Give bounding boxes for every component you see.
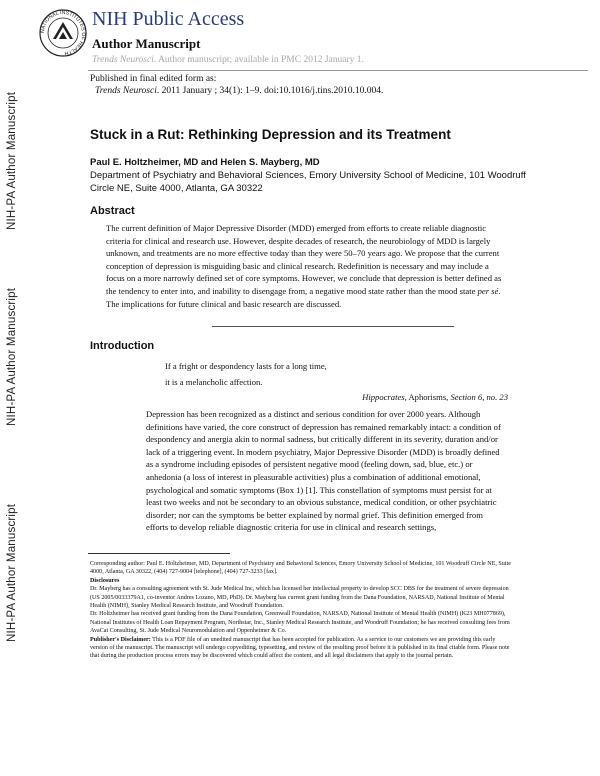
epigraph-line: it is a melancholic affection. <box>165 377 263 387</box>
abstract-heading: Abstract <box>90 205 135 217</box>
abstract-text: The current definition of Major Depressive Disorder (MDD) emerged from efforts to create reliable diagnostic criteria for clinical and research use. However, despite decades of research, the neurobiology of MDD is largely unknown, and treatments are no more effective today than they were 50–70 years ago. We propose that the current conception of depression is misguiding basic and clinical research. Redefinition is necessary and may include a focus on a more narrowly defined set of core symptoms. However, we conclude that depression is better defined as the tendency to enter into, and inability to disengage from, a negative mood state rather than the mood state per sé. The implications for future clinical and basic research are discussed. <box>106 223 502 309</box>
author-manuscript-label: Author Manuscript <box>92 36 201 51</box>
disclosure-mayberg: Dr. Mayberg has a consulting agreement with St. Jude Medical Inc, which has licensed her intellectual property to develop SCC DBS for the treatment of severe depression (US 2005/0033379A1, co-inventor Andres Lozano, MD, PhD). Dr. Mayberg has current grant funding from the Dana Foundation, NARSAD, National Institute of Mental Health (NIMH), Stanley Medical Research Institute, and Woodruff Foundation. <box>90 586 509 610</box>
citation: Trends Neurosci. 2011 January ; 34(1): 1–9. doi:10.1016/j.tins.2010.10.004. <box>95 86 384 96</box>
introduction-heading: Introduction <box>90 340 155 352</box>
epigraph-attribution: Hippocrates, Aphorisms, Section 6, no. 23 <box>362 392 508 402</box>
header-divider <box>88 70 588 71</box>
nih-logo <box>38 8 88 58</box>
abstract-divider <box>212 326 454 327</box>
nih-seal-icon <box>38 8 88 58</box>
introduction-body: Depression has been recognized as a distinct and serious condition for over 2000 years. Although definitions have varied, the core construct of depression has remained remarkably intact: a condition of despondency and anergia akin to normal sadness, but critically different in its severity, duration and/or lack of a triggering event. In modern psychiatry, Major Depressive Disorder (MDD) is broadly defined as a syndrome including episodes of persistent negative mood (feeling down, sad, blue, etc.) or anhedonia (a loss of interest in pleasurable activities) plus a combination of additional emotional, psychological and somatic symptoms (Box 1) [1]. This constellation of symptoms must persist for at least two weeks and not be secondary to an obvious substance, medical condition, or other psychiatric disorder; nor can the symptoms be better explained by normal grief. This definition emerged from efforts to develop reliable diagnostic criteria for use in clinical and research settings, <box>146 409 501 533</box>
side-watermark: NIH-PA Author Manuscript <box>6 503 18 643</box>
disclosures-heading: Disclosures <box>90 577 120 584</box>
side-watermark: NIH-PA Author Manuscript <box>6 287 18 427</box>
article-title: Stuck in a Rut: Rethinking Depression and its Treatment <box>90 127 451 142</box>
article-authors: Paul E. Holtzheimer, MD and Helen S. Mayberg, MD <box>90 157 320 168</box>
article-affiliation: Department of Psychiatry and Behavioral Sciences, Emory University School of Medicine, 101 Woodruff Circle NE, Suite 4000, Atlanta, GA 30322 <box>90 170 526 194</box>
footnote-divider <box>88 553 230 554</box>
published-in-label: Published in final edited form as: <box>90 74 217 84</box>
side-watermark: NIH-PA Author Manuscript <box>6 91 18 231</box>
footnotes <box>90 560 514 661</box>
epigraph-line: If a fright or despondency lasts for a long time, <box>165 361 327 371</box>
availability-note: Trends Neurosci. Author manuscript; available in PMC 2012 January 1. <box>92 55 364 65</box>
publisher-disclaimer: Publisher's Disclaimer: This is a PDF file of an unedited manuscript that has been accepted for publication. As a service to our customers we are providing this early version of the manuscript. The manuscript will undergo copyediting, typesetting, and review of the resulting proof before it is published in its final citable form. Please note that during the production process errors may be discovered which could affect the content, and all legal disclaimers that apply to the journal pertain. <box>90 636 510 660</box>
correspondence-note: Corresponding author: Paul E. Holtzheimer, MD, Department of Psychiatry and Behavioral Sciences, Emory University School of Medicine, 101 Woodruff Circle NE, Suite 4000, Atlanta, GA 30322, (404) 727-9004 [telephone], (404) 727-3233 [fax]. <box>90 561 511 576</box>
disclosure-holtzheimer: Dr. Holtzheimer has received grant funding from the Dana Foundation, Greenwall Foundation, NARSAD, National Institute of Mental Health (NIMH) (K23 MH077869), National Institutes of Health Loan Repayment Program, Northstar, Inc., Stanley Medical Research Institute, and Woodruff Foundation; he has received consulting fees from AvaCat Consulting, St. Jude Medical Neuromodulation and Oppenheimer & Co. <box>90 611 510 635</box>
nih-public-access-title: NIH Public Access <box>92 8 245 30</box>
nih-seal-text: NATIONAL INSTITUTES OF HEALTH <box>39 9 87 56</box>
